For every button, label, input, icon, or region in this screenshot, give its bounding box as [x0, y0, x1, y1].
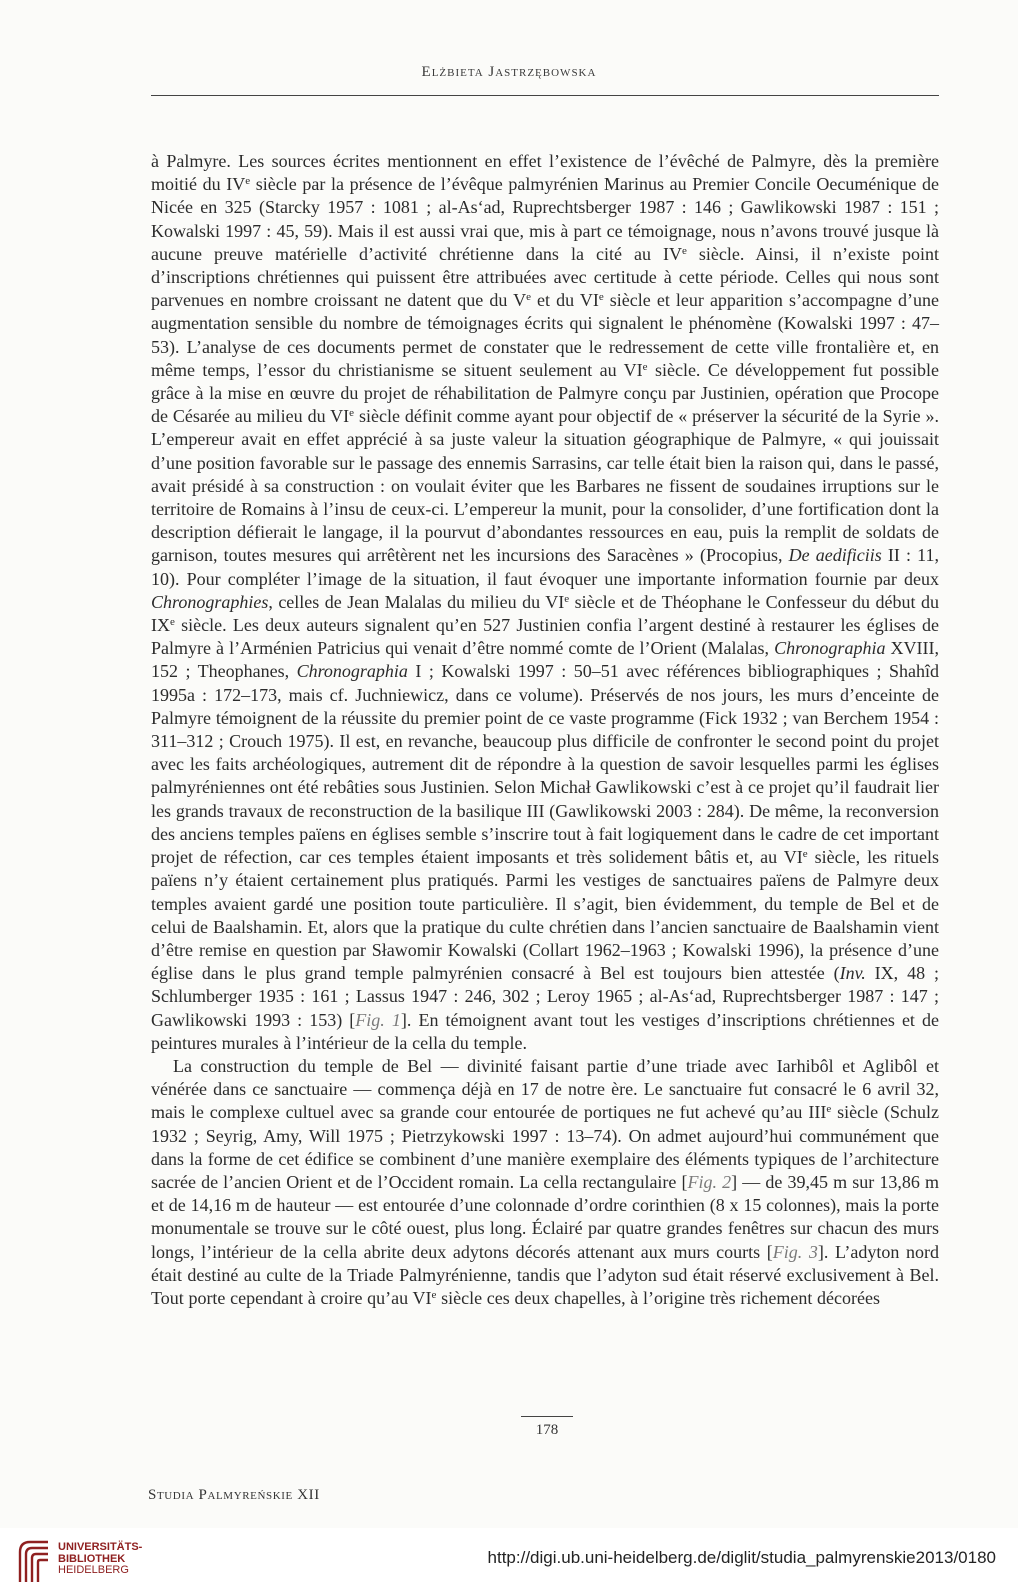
- superscript: e: [802, 848, 808, 861]
- text-run: siècle par la présence de l’évêque palmyrénien Marinus au Premier Concile Oecuménique de Nicée en 325 (Starcky 1957 : 1081 ; al-As‘ad, Ruprechtsberger 1987 : 146 ; Gawlikowski 1987 : 151 ; Kowalski 1997 : 45, 59). Mais il est aussi vrai que, mis à part ce témoignage, nous n’avons trouvé jusque là aucune preuve matérielle d’activité chrétienne dans la cité au IV: [151, 174, 939, 264]
- text-run: ]. En témoignent avant tout les vestiges d’inscriptions chrétiennes et de peintures murales à l’intérieur de la cella du temple.: [151, 1009, 939, 1053]
- text-run: siècle. Les deux auteurs signalent qu’en 527 Justinien confia l’argent destiné à restaurer les églises de Palmyre à l’Arménien Patricius qui venait d’être nommé comte de l’Orient (Malalas,: [151, 615, 939, 659]
- text-run: siècle (Schulz 1932 ; Seyrig, Amy, Will 1975 ; Pietrzykowski 1997 : 13–74). On admet aujourd’hui communément que dans la forme de cet édifice se combinent d’une manière exemplaire des éléments typiques de l’architecture sacrée de l’ancien Orient et de l’Occident romain. La cella rectangulaire [: [151, 1102, 939, 1192]
- text-run: IX, 48 ; Schlumberger 1935 : 161 ; Lassus 1947 : 246, 302 ; Leroy 1965 ; al-As‘ad, Ruprechtsberger 1987 : 147 ; Gawlikowski 1993 : 153) [: [151, 963, 939, 1030]
- paragraph-2: [151, 1055, 939, 1310]
- running-head: Elżbieta Jastrzębowska: [421, 64, 597, 80]
- text-run: ]. L’adyton nord était destiné au culte de la Triade Palmyrénienne, tandis que l’adyton sud était réservé exclusivement à Bel. Tout porte cependant à croire qu’au VI: [151, 1241, 940, 1308]
- superscript: e: [642, 360, 648, 373]
- library-name: [58, 1542, 142, 1577]
- superscript: e: [598, 291, 604, 304]
- text-run: , celles de Jean Malalas du milieu du VI: [268, 591, 565, 612]
- figure-reference: Fig. 1: [355, 1009, 401, 1030]
- library-name-line-2: BIBLIOTHEK: [58, 1552, 126, 1565]
- text-run: siècle. Ainsi, il n’existe point d’inscriptions chrétiennes qui puissent être attribuées avec certitude à cette période. Celles qui nous sont parvenues en nombre croissant ne datent que du V: [151, 243, 939, 311]
- folio-rule: [521, 1416, 573, 1417]
- text-run: siècle, les rituels païens n’y étaient certainement plus pratiqués. Parmi les vestiges de sanctuaires païens de Palmyre deux temples avaient gardé une position toute particulière. Il s’agit, bien évidemment, du temple de Bel et de celui de Baalshamin. Et, alors que la pratique du culte chrétien dans l’ancien sanctuaire de Baalshamin vient d’être remise en question par Sławomir Kowalski (Collart 1962–1963 ; Kowalski 1996), la présence d’une église dans le plus grand temple palmyrénien consacré à Bel est toujours bien attestée (: [151, 847, 940, 984]
- superscript: e: [170, 616, 175, 629]
- text-run: siècle et leur apparition s’accompagne d’une augmentation sensible du nombre de témoignages écrits qui signalent le phénomène (Kowalski 1997 : 47–53). L’analyse de ces documents permet de constater que le redressement de cette ville frontalière et, en même temps, l’essor du christianisme se situent seulement au VI: [151, 290, 939, 380]
- text-run: à Palmyre. Les sources écrites mentionnent en effet l’existence de l’évêché de Palmyre, dès la première moitié du IV: [151, 151, 939, 195]
- text-run: La construction du temple de Bel — divinité faisant partie d’une triade avec Iarhibôl et Aglibôl et vénérée dans ce sanctuaire — commença déjà en 17 de notre ère. Le sanctuaire fut consacré le 6 avril 32, mais le complexe cultuel avec sa grande cour entourée de portiques ne fut achevé qu’au III: [151, 1055, 939, 1123]
- superscript: e: [682, 244, 687, 257]
- library-name-line-3: HEIDELBERG: [58, 1564, 129, 1576]
- figure-reference: Fig. 2: [687, 1171, 732, 1192]
- superscript: e: [826, 1103, 832, 1116]
- ub-heidelberg-logo-icon: [14, 1538, 54, 1584]
- text-run: II : 11, 10). Pour compléter l’image de la situation, il faut évoquer une importante information fournie par deux: [151, 545, 939, 589]
- library-footer-bar: [0, 1528, 1018, 1596]
- library-name-line-1: UNIVERSITÄTS-: [58, 1541, 143, 1553]
- italic-title: Chronographia: [296, 661, 408, 682]
- text-run: I ; Kowalski 1997 : 50–51 avec références bibliographiques ; Shahîd 1995a : 172–173, mais cf. Juchniewicz, dans ce volume). Préservés de nos jours, les murs d’enceinte de Palmyre témoignent de la réussite du premier point de ce vaste programme (Fick 1932 ; van Berchem 1954 : 311–312 ; Crouch 1975). Il est, en revanche, beaucoup plus difficile de confronter le second point du projet avec les faits archéologiques, autrement dit de répondre à la question de savoir lesquelles parmi les églises palmyréniennes ont été rebâties sous Justinien. Selon Michał Gawlikowski c’est à ce projet qu’il faudrait lier les grands travaux de reconstruction de la basilique III (Gawlikowski 2003 : 284). De même, la reconversion des anciens temples païens en églises semble s’inscrire tout à fait logiquement dans le cadre de cet important projet de réfection, car ces temples étaient imposants et très solidement bâtis et, au VI: [151, 661, 939, 868]
- superscript: e: [245, 175, 251, 188]
- superscript: e: [564, 592, 570, 605]
- page-number: 178: [535, 1422, 559, 1438]
- italic-title: De aedificiis: [788, 545, 882, 566]
- figure-reference: Fig. 3: [772, 1241, 818, 1262]
- paragraph-1: [151, 150, 939, 1055]
- text-run: siècle et de Théophane le Confesseur du début du IX: [151, 591, 939, 636]
- series-title: Studia Palmyreńskie XII: [148, 1487, 320, 1503]
- superscript: e: [526, 291, 531, 304]
- superscript: e: [349, 407, 355, 420]
- italic-title: Chronographies: [151, 591, 269, 612]
- body-text: [151, 150, 939, 1310]
- text-run: siècle. Ce développement fut possible grâce à la mise en œuvre du projet de réhabilitation de Palmyre conçu par Justinien, opération que Procope de Césarée au milieu du VI: [151, 359, 939, 427]
- text-run: siècle ces deux chapelles, à l’origine très richement décorées: [436, 1287, 880, 1308]
- text-run: siècle définit comme ayant pour objectif de « préserver la sécurité de la Syrie ». L’empereur avait en effet apprécié à sa juste valeur la situation géographique de Palmyre, « qui jouissait d’une position favorable sur le passage des ennemis Sarrasins, car telle était bien la raison qui, dans le passé, avait présidé à sa construction : on voulait éviter que les Barbares ne fissent de soudaines irruptions sur le territoire de Romains à l’insu de ceux-ci. L’empereur la munit, pour la consolider, d’une fortification dont la description défierait le langage, il la pourvut d’abondantes ressources en eau, puis la remplit de soldats de garnison, toutes mesures qui arrêtèrent net les incursions des Saracènes » (Procopius,: [151, 406, 939, 566]
- superscript: e: [431, 1288, 437, 1301]
- text-run: et du VI: [530, 290, 599, 311]
- header-rule: [151, 95, 939, 96]
- permalink-url[interactable]: http://digi.ub.uni-heidelberg.de/diglit/studia_palmyrenskie2013/0180: [487, 1548, 996, 1567]
- text-run: ] — de 39,45 m sur 13,86 m et de 14,16 m de hauteur — est entourée d’une colonnade d’ordre corinthien (8 x 15 colonnes), mais la porte monumentale se trouve sur le côté ouest, plus long. Éclairé par quatre grandes fenêtres sur chacun des murs longs, l’intérieur de la cella abrite deux adytons décorés attenant aux murs courts [: [151, 1171, 939, 1262]
- italic-title: Inv.: [839, 963, 866, 984]
- italic-title: Chronographia: [774, 638, 886, 659]
- text-run: XVIII, 152 ; Theophanes,: [151, 638, 939, 682]
